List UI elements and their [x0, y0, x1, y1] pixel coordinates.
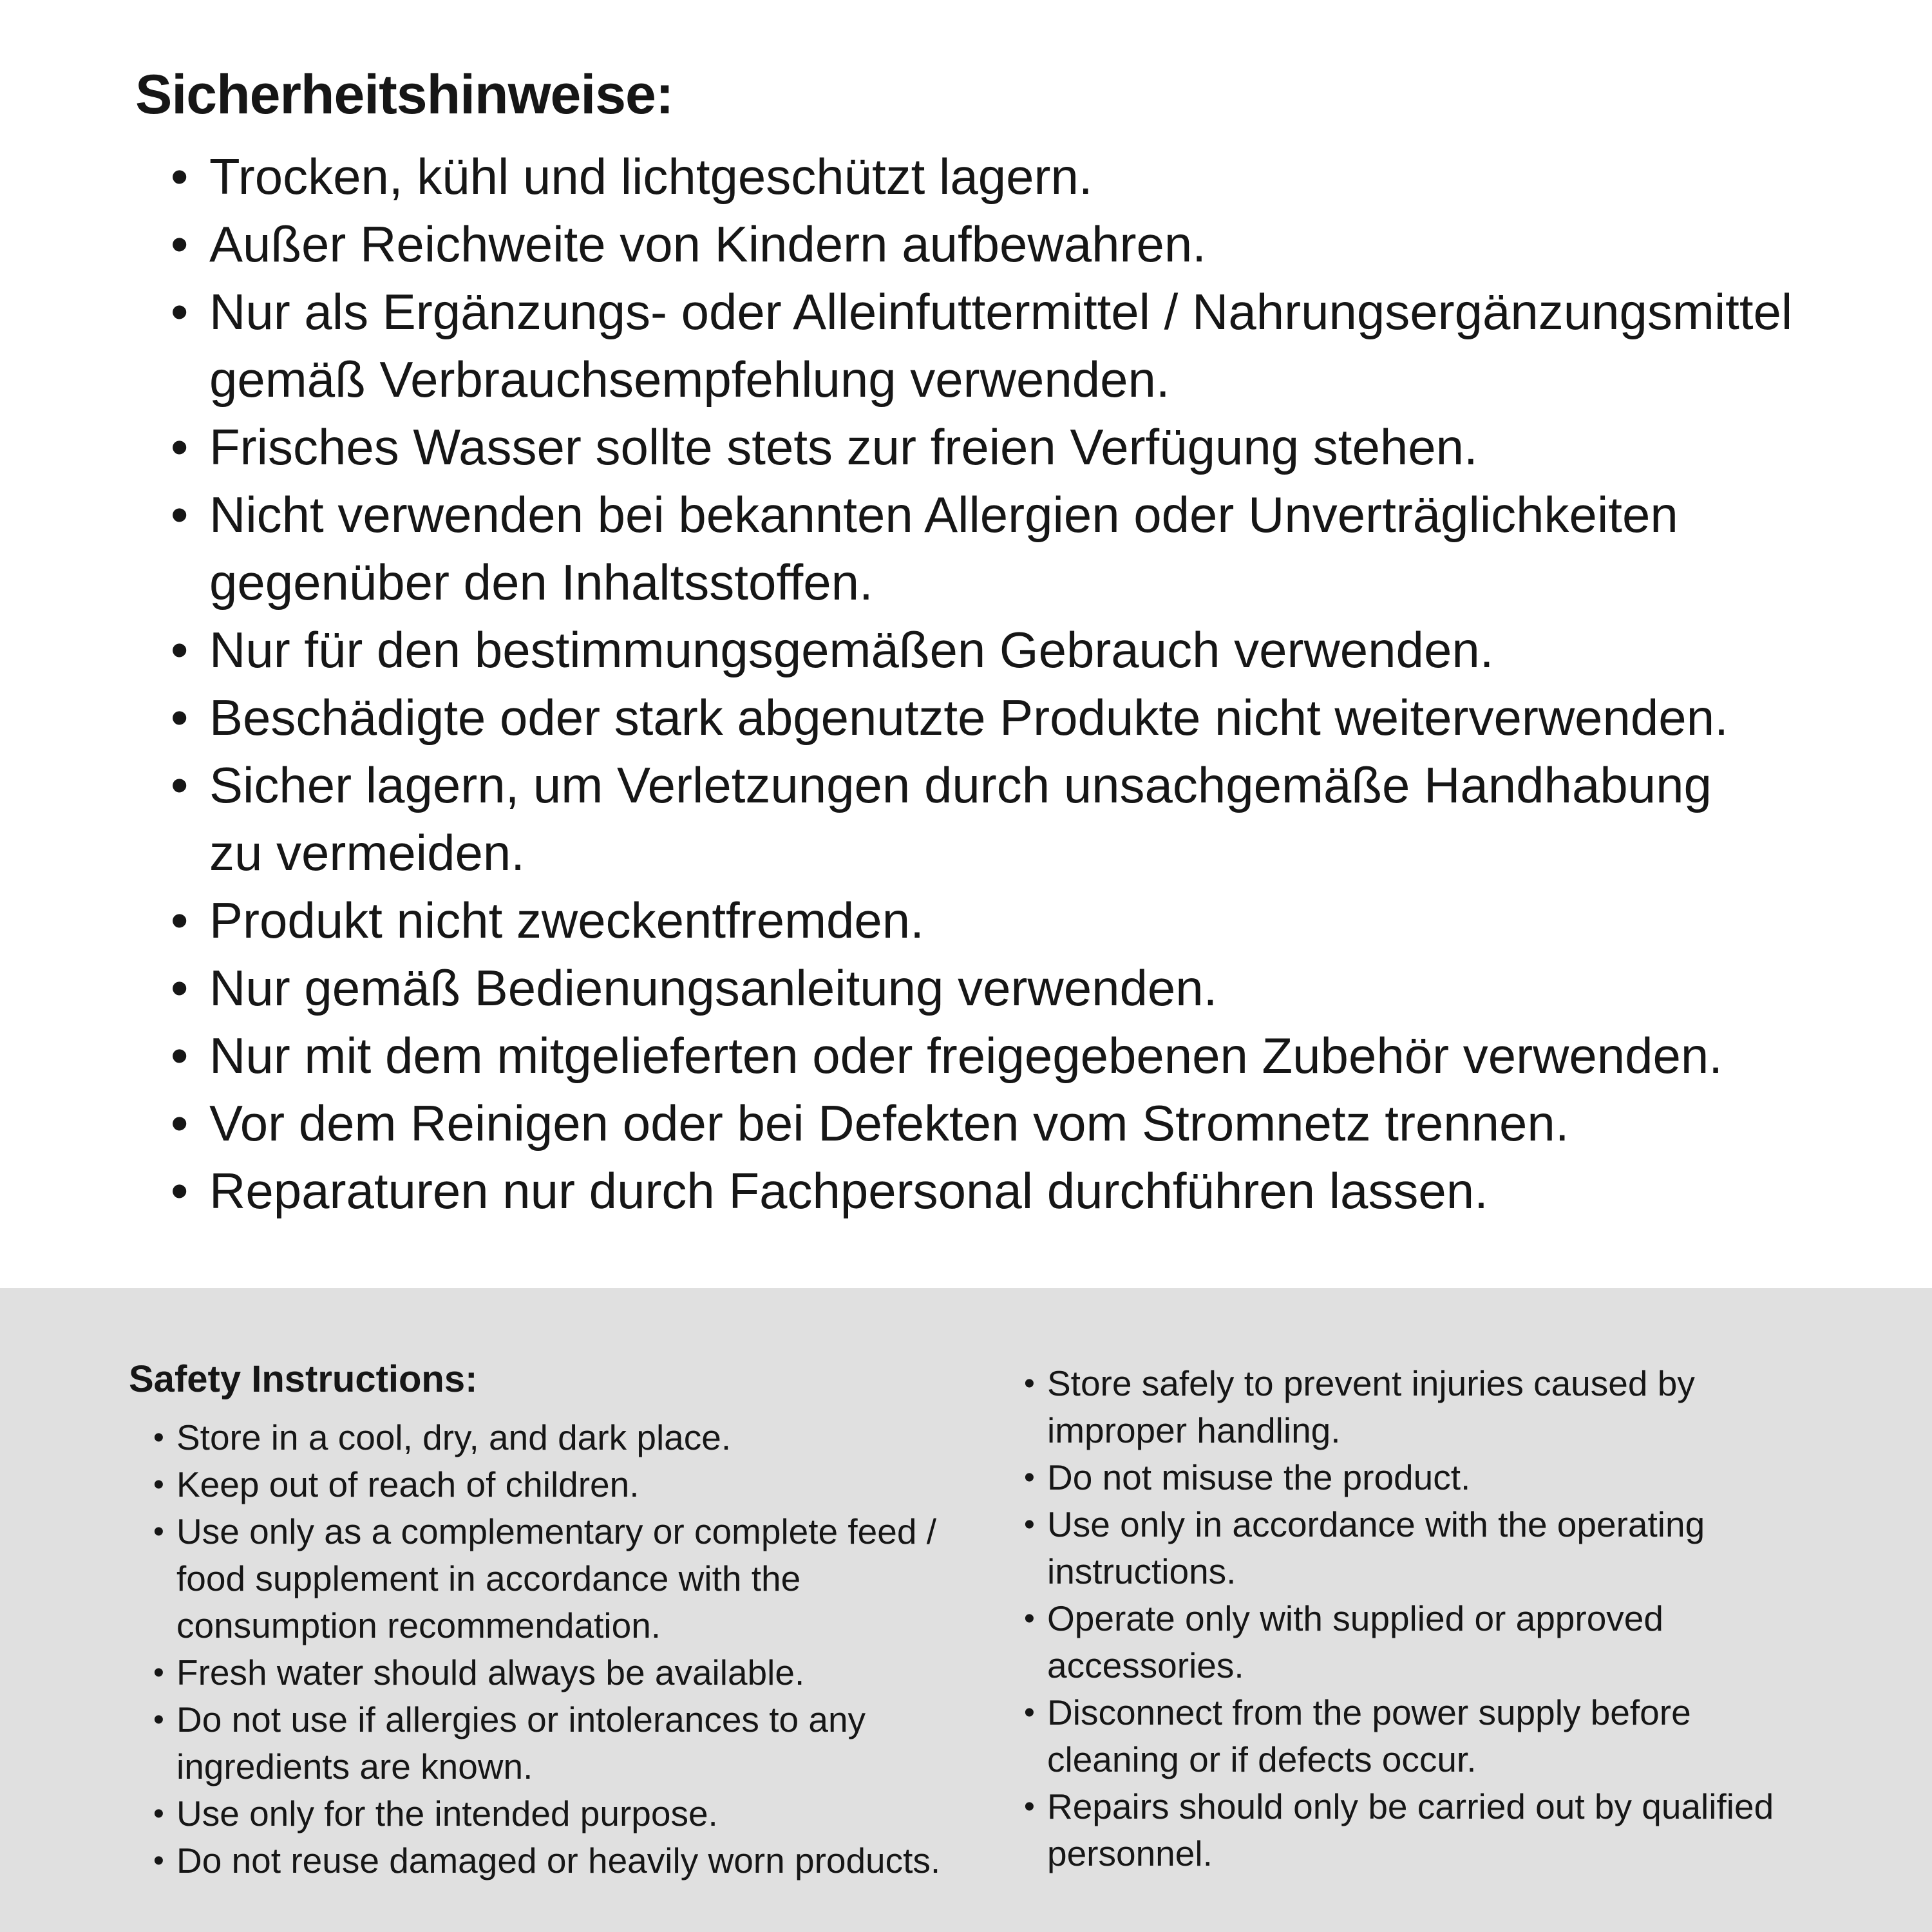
instruction-line: • Nur mit dem mitgelieferten oder freigegebenen Zubehör verwenden. [209, 1027, 1723, 1084]
instruction-item [171, 954, 1858, 1022]
instruction-line: cleaning or if defects occur. [1047, 1739, 1477, 1779]
instruction-line: • Beschädigte oder stark abgenutzte Produkte nicht weiterverwenden. [209, 689, 1728, 746]
instruction-line: • Do not misuse the product. [1047, 1457, 1471, 1497]
instruction-line: • Repairs should only be carried out by qualified [1047, 1786, 1774, 1826]
instruction-line: gegenüber den Inhaltsstoffen. [209, 554, 873, 611]
instruction-item [171, 887, 1858, 954]
instruction-item [171, 278, 1858, 413]
instruction-item [153, 1414, 1003, 1461]
instruction-item [153, 1461, 1003, 1508]
instruction-line: • Vor dem Reinigen oder bei Defekten vom Stromnetz trennen. [209, 1095, 1569, 1151]
instruction-item [1024, 1783, 1861, 1877]
instruction-item [171, 1090, 1858, 1157]
instruction-line: personnel. [1047, 1833, 1213, 1873]
instruction-item [153, 1696, 1003, 1790]
instruction-line: • Store safely to prevent injuries caused by [1047, 1363, 1695, 1403]
instruction-line: • Nur gemäß Bedienungsanleitung verwenden. [209, 960, 1218, 1016]
instruction-line: • Sicher lagern, um Verletzungen durch unsachgemäße Handhabung [209, 757, 1712, 813]
instruction-item [153, 1790, 1003, 1837]
instruction-line: • Reparaturen nur durch Fachpersonal durchführen lassen. [209, 1162, 1488, 1219]
instruction-item [171, 211, 1858, 278]
instruction-line: • Nur für den bestimmungsgemäßen Gebrauch verwenden. [209, 621, 1494, 678]
instruction-item [153, 1649, 1003, 1696]
instruction-line: • Nicht verwenden bei bekannten Allergien oder Unverträglichkeiten [209, 486, 1678, 543]
instruction-line: zu vermeiden. [209, 824, 525, 881]
instruction-item [1024, 1501, 1861, 1595]
instruction-item [171, 1022, 1858, 1090]
instruction-item [171, 684, 1858, 752]
instruction-line: • Disconnect from the power supply before [1047, 1692, 1691, 1732]
instruction-line: • Operate only with supplied or approved [1047, 1598, 1663, 1638]
instruction-item [1024, 1454, 1861, 1501]
instruction-item [171, 1157, 1858, 1225]
instruction-item [1024, 1595, 1861, 1689]
instruction-line: accessories. [1047, 1645, 1244, 1685]
instruction-line: food supplement in accordance with the [176, 1558, 801, 1598]
instruction-item [171, 143, 1858, 211]
instruction-line: • Do not use if allergies or intolerances to any [176, 1700, 866, 1739]
instruction-line: consumption recommendation. [176, 1605, 661, 1645]
instruction-line: • Trocken, kühl und lichtgeschützt lagern. [209, 148, 1093, 205]
english-section-title: Safety Instructions: [129, 1358, 478, 1400]
instruction-line: • Do not reuse damaged or heavily worn products. [176, 1841, 941, 1880]
instruction-item [153, 1508, 1003, 1649]
instruction-line: • Use only in accordance with the operating [1047, 1504, 1705, 1544]
instruction-line: • Fresh water should always be available. [176, 1653, 805, 1692]
german-section-title: Sicherheitshinweise: [135, 64, 674, 126]
instruction-item [171, 616, 1858, 684]
instruction-item [171, 481, 1858, 616]
instruction-line: instructions. [1047, 1551, 1236, 1591]
instruction-line: • Store in a cool, dry, and dark place. [176, 1417, 732, 1457]
instruction-item [171, 413, 1858, 481]
english-instructions-list-right [1024, 1360, 1861, 1877]
instruction-line: • Außer Reichweite von Kindern aufbewahren. [209, 216, 1206, 272]
instruction-item [153, 1837, 1003, 1884]
english-section [0, 1288, 1932, 1932]
instruction-line: improper handling. [1047, 1410, 1341, 1450]
instruction-item [1024, 1360, 1861, 1454]
instruction-line: • Frisches Wasser sollte stets zur freien Verfügung stehen. [209, 419, 1478, 475]
instruction-line: • Use only for the intended purpose. [176, 1794, 718, 1833]
instruction-line: ingredients are known. [176, 1747, 533, 1786]
instruction-line: • Nur als Ergänzungs- oder Alleinfuttermittel / Nahrungsergänzungsmittel [209, 283, 1793, 340]
instruction-item [171, 752, 1858, 887]
instruction-item [1024, 1689, 1861, 1783]
instruction-line: gemäß Verbrauchsempfehlung verwenden. [209, 351, 1170, 408]
instruction-line: • Keep out of reach of children. [176, 1464, 639, 1504]
instruction-line: • Use only as a complementary or complete feed / [176, 1511, 937, 1551]
english-instructions-list-left [153, 1414, 1003, 1884]
german-instructions-list [171, 143, 1858, 1225]
instruction-line: • Produkt nicht zweckentfremden. [209, 892, 924, 949]
